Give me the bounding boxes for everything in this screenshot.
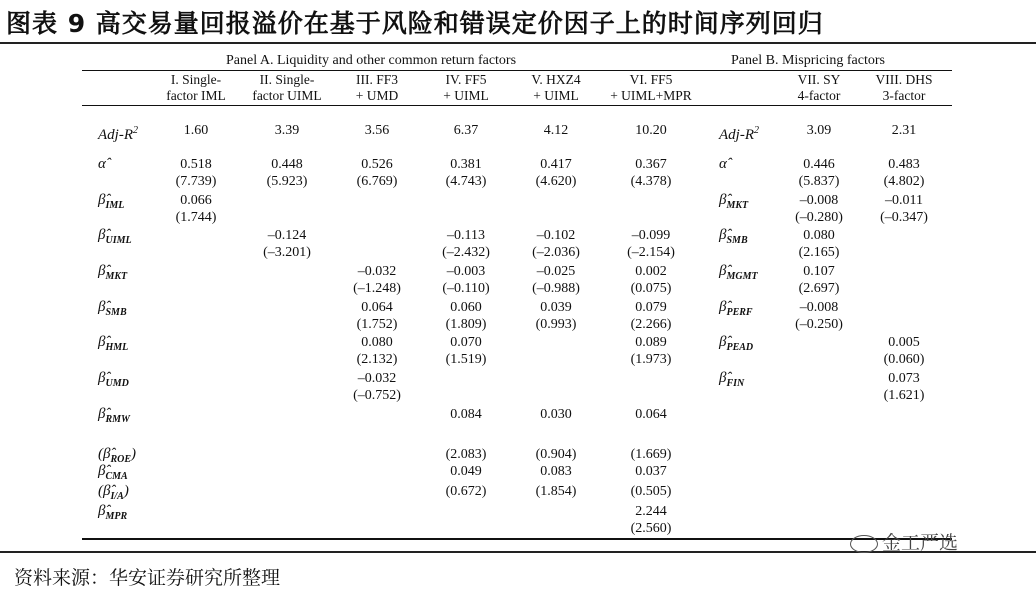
panel-a-rule — [98, 70, 698, 71]
cell-value: 0.079 — [635, 300, 667, 315]
row-label-symbol: β̂ — [98, 299, 106, 315]
column-header-line2: + UIML — [533, 88, 579, 103]
row-label-smb — [719, 227, 748, 249]
column-header-line2: + UIML+MPR — [610, 88, 692, 103]
row-label-alpha — [719, 156, 727, 173]
cell-tstat: (–0.752) — [353, 388, 401, 403]
row-label-mgmt — [719, 263, 758, 285]
cell-value: 0.073 — [888, 371, 920, 386]
panel-a-column-header — [252, 72, 321, 104]
row-label-subscript: MKT — [105, 271, 128, 282]
cell-value: (0.505) — [630, 484, 672, 499]
cell-value: 2.244 — [635, 504, 667, 519]
cell-tstat: (–0.110) — [442, 281, 490, 296]
cell-value: 0.483 — [888, 157, 920, 172]
cell-value: –0.032 — [357, 371, 397, 386]
panel-a-title: Panel A. Liquidity and other common return factors — [226, 53, 517, 68]
cell-value: –0.032 — [357, 264, 397, 279]
row-label-umd — [98, 370, 129, 392]
row-label-adj_r2 — [98, 122, 138, 144]
cell-value: 0.070 — [450, 335, 482, 350]
row-label-symbol: (β̂ — [98, 446, 111, 462]
cell-tstat: (2.697) — [798, 281, 840, 296]
table-bottom-rule — [82, 538, 952, 540]
cell-tstat: (6.769) — [356, 174, 398, 189]
cell-value: 3.56 — [364, 123, 390, 138]
column-header-line2: factor IML — [166, 88, 226, 103]
cell-value: –0.003 — [446, 264, 486, 279]
cell-value: 0.005 — [888, 335, 920, 350]
row-label-symbol: β̂ — [719, 299, 727, 315]
cell-value: –0.008 — [799, 193, 839, 208]
row-label-symbol: β̂ — [98, 503, 106, 519]
row-label-superscript: 2 — [754, 125, 759, 136]
column-header-line1: VII. SY — [797, 72, 841, 87]
watermark — [850, 528, 958, 555]
header-rule — [82, 105, 952, 106]
cell-value: (1.854) — [535, 484, 577, 499]
row-label-subscript: ROE — [110, 454, 132, 465]
row-label-subscript: SMB — [105, 307, 127, 318]
cell-value: 0.037 — [635, 464, 667, 479]
cell-tstat: (4.620) — [535, 174, 577, 189]
row-label-subscript: IML — [105, 200, 125, 211]
row-label-symbol: β̂ — [98, 263, 106, 279]
panel-a-column-header — [166, 72, 226, 104]
cell-tstat: (–0.347) — [880, 210, 928, 225]
cell-value: 0.060 — [450, 300, 482, 315]
panel-b-column-header — [798, 72, 841, 104]
panel-a-column-header — [610, 72, 692, 104]
row-label-subscript: SMB — [726, 235, 748, 246]
cell-tstat: (–2.432) — [442, 245, 490, 260]
figure-title: 图表 9 高交易量回报溢价在基于风险和错误定价因子上的时间序列回归 — [6, 9, 824, 38]
cell-tstat: (1.621) — [883, 388, 925, 403]
row-label-subscript: PERF — [726, 307, 753, 318]
cell-tstat: (5.837) — [798, 174, 840, 189]
cell-tstat: (–2.154) — [627, 245, 675, 260]
cell-tstat: (–0.988) — [532, 281, 580, 296]
row-label-symbol: (β̂ — [98, 483, 111, 499]
row-label-symbol: β̂ — [98, 370, 106, 386]
row-label-superscript: 2 — [133, 125, 138, 136]
panel-a-column-header — [443, 72, 488, 104]
cell-tstat: (–0.250) — [795, 317, 843, 332]
cell-value: 0.039 — [540, 300, 572, 315]
cell-tstat: (4.378) — [630, 174, 672, 189]
cell-value: (1.669) — [630, 447, 672, 462]
row-label-symbol: β̂ — [719, 192, 727, 208]
cell-value: 0.083 — [540, 464, 572, 479]
cell-value: (0.904) — [535, 447, 577, 462]
cell-value: –0.099 — [631, 228, 671, 243]
cell-value: –0.025 — [536, 264, 576, 279]
cell-tstat: (7.739) — [175, 174, 217, 189]
row-label-mkt — [719, 192, 748, 214]
row-label-mkt — [98, 263, 127, 285]
cell-tstat: (4.802) — [883, 174, 925, 189]
cell-value: 0.518 — [180, 157, 212, 172]
cell-tstat: (1.519) — [445, 352, 487, 367]
row-label-subscript: CMA — [105, 471, 128, 482]
cell-value: –0.113 — [447, 228, 485, 243]
cell-value: 0.446 — [803, 157, 835, 172]
panel-b-rule — [726, 70, 952, 71]
cell-tstat: (–0.280) — [795, 210, 843, 225]
cell-tstat: (0.993) — [535, 317, 577, 332]
row-label-subscript: MPR — [105, 511, 128, 522]
column-header-line1: I. Single- — [170, 72, 222, 87]
panel-b-title: Panel B. Mispricing factors — [731, 53, 885, 68]
cell-value: –0.008 — [799, 300, 839, 315]
column-header-line2: 3-factor — [882, 88, 926, 103]
row-label-symbol: β̂ — [98, 406, 106, 422]
row-label-subscript: MGMT — [726, 271, 758, 282]
cell-value: 3.39 — [274, 123, 300, 138]
row-label-adj_r2 — [719, 122, 759, 144]
row-label-fin — [719, 370, 744, 392]
cell-value: 0.089 — [635, 335, 667, 350]
cell-value: –0.011 — [885, 193, 923, 208]
cell-value: –0.102 — [536, 228, 576, 243]
cell-value: –0.124 — [267, 228, 307, 243]
cell-value: 1.60 — [183, 123, 209, 138]
row-label-symbol: β̂ — [98, 227, 106, 243]
cell-tstat: (2.165) — [798, 245, 840, 260]
cell-tstat: (–1.248) — [353, 281, 401, 296]
cell-tstat: (4.743) — [445, 174, 487, 189]
row-label-symbol: α̂ — [719, 156, 727, 172]
column-header-line2: + UIML — [443, 88, 489, 103]
row-label-symbol: α̂ — [98, 156, 106, 172]
row-label-subscript: I/A — [110, 491, 124, 502]
row-label-subscript: PEAD — [726, 342, 754, 353]
row-label-subscript: UMD — [105, 378, 129, 389]
row-label-symbol: β̂ — [719, 227, 727, 243]
cell-value: 0.084 — [450, 407, 482, 422]
column-header-line1: IV. FF5 — [445, 72, 487, 87]
row-label-symbol: Adj-R — [719, 127, 754, 143]
row-label-uiml — [98, 227, 132, 249]
row-label-symbol: β̂ — [98, 334, 106, 350]
row-label-symbol: Adj-R — [98, 127, 133, 143]
cell-value: 0.107 — [803, 264, 835, 279]
row-label-pead — [719, 334, 753, 356]
cell-value: 0.066 — [180, 193, 212, 208]
column-header-line2: 4-factor — [797, 88, 841, 103]
title-rule — [0, 42, 1036, 44]
cell-value: (0.672) — [445, 484, 487, 499]
row-label-subscript: UIML — [105, 235, 132, 246]
cell-value: 0.381 — [450, 157, 482, 172]
cell-tstat: (–3.201) — [263, 245, 311, 260]
panel-b-column-header — [876, 72, 933, 104]
row-label-iml — [98, 192, 124, 214]
cell-value: 0.064 — [635, 407, 667, 422]
cell-value: (2.083) — [445, 447, 487, 462]
cell-value: 0.367 — [635, 157, 667, 172]
row-label-subscript: RMW — [105, 414, 130, 425]
column-header-line1: VIII. DHS — [875, 72, 933, 87]
row-label-symbol: β̂ — [98, 192, 106, 208]
row-label-ia — [98, 483, 129, 505]
row-label-symbol: β̂ — [719, 370, 727, 386]
wechat-icon — [850, 535, 878, 553]
cell-tstat: (1.973) — [630, 352, 672, 367]
watermark-text: 金工严选 — [882, 532, 959, 554]
row-label-subscript: MKT — [726, 200, 749, 211]
column-header-line1: II. Single- — [259, 72, 315, 87]
row-label-rmw — [98, 406, 130, 428]
cell-tstat: (–2.036) — [532, 245, 580, 260]
cell-value: 0.526 — [361, 157, 393, 172]
row-label-mpr — [98, 503, 127, 525]
cell-value: 10.20 — [635, 123, 667, 138]
cell-tstat: (2.266) — [630, 317, 672, 332]
cell-tstat: (0.060) — [883, 352, 925, 367]
row-label-symbol: β̂ — [719, 334, 727, 350]
column-header-line1: VI. FF5 — [629, 72, 673, 87]
row-label-suffix: ) — [131, 446, 137, 462]
cell-value: 0.030 — [540, 407, 572, 422]
row-label-smb — [98, 299, 127, 321]
cell-tstat: (5.923) — [266, 174, 308, 189]
row-label-perf — [719, 299, 753, 321]
cell-value: 0.417 — [540, 157, 572, 172]
cell-value: 0.064 — [361, 300, 393, 315]
cell-value: 0.049 — [450, 464, 482, 479]
row-label-symbol: β̂ — [98, 463, 106, 479]
row-label-hml — [98, 334, 128, 356]
cell-value: 4.12 — [543, 123, 569, 138]
cell-tstat: (1.809) — [445, 317, 487, 332]
row-label-cma — [98, 463, 128, 485]
row-label-subscript: HML — [105, 342, 129, 353]
column-header-line2: + UMD — [355, 88, 399, 103]
panel-a-column-header — [356, 72, 399, 104]
row-label-alpha — [98, 156, 106, 173]
column-header-line1: III. FF3 — [355, 72, 398, 87]
cell-value: 2.31 — [891, 123, 917, 138]
cell-tstat: (2.132) — [356, 352, 398, 367]
cell-value: 3.09 — [806, 123, 832, 138]
cell-value: 6.37 — [453, 123, 479, 138]
column-header-line1: V. HXZ4 — [531, 72, 581, 87]
cell-value: 0.080 — [361, 335, 393, 350]
row-label-suffix: ) — [123, 483, 129, 499]
cell-tstat: (0.075) — [630, 281, 672, 296]
cell-value: 0.080 — [803, 228, 835, 243]
panel-a-column-header — [531, 72, 580, 104]
cell-tstat: (2.560) — [630, 521, 672, 536]
cell-tstat: (1.744) — [175, 210, 217, 225]
cell-tstat: (1.752) — [356, 317, 398, 332]
row-label-subscript: FIN — [726, 378, 745, 389]
row-label-symbol: β̂ — [719, 263, 727, 279]
column-header-line2: factor UIML — [252, 88, 322, 103]
source-note: 资料来源：华安证券研究所整理 — [14, 567, 281, 589]
cell-value: 0.448 — [271, 157, 303, 172]
cell-value: 0.002 — [635, 264, 667, 279]
